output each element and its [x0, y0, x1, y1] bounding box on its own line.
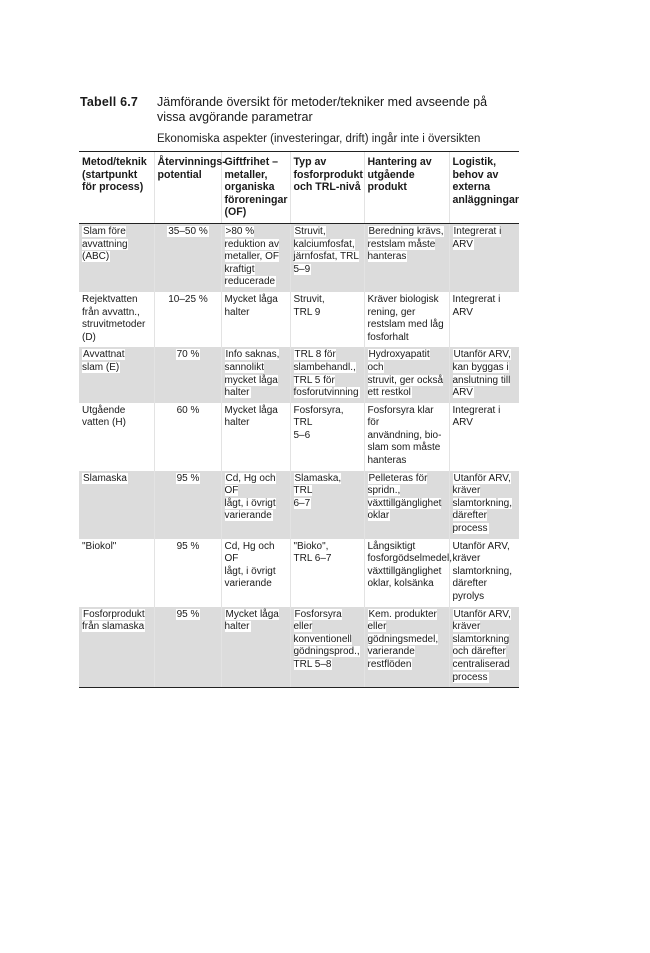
header-recovery-potential: Återvinnings- potential: [154, 152, 221, 224]
table-cell: Kräver biologisk rening, ger restslam med låg fosforhalt: [364, 292, 449, 347]
table-cell: 70 %: [154, 347, 221, 402]
table-cell: Fosforprodukt från slamaska: [79, 607, 154, 688]
table-cell: 95 %: [154, 607, 221, 688]
table-cell: Integrerat i ARV: [449, 223, 519, 291]
header-method: Metod/teknik (startpunkt för process): [79, 152, 154, 224]
table-number: Tabell 6.7: [80, 95, 139, 109]
table-cell: Fosforsyra klar för användning, bio- slam som måste hanteras: [364, 403, 449, 471]
table-cell: 95 %: [154, 471, 221, 539]
table-row: [79, 292, 519, 347]
table-cell: Slamaska: [79, 471, 154, 539]
table-cell: >80 % reduktion av metaller, OF kraftigt reducerade: [221, 223, 290, 291]
table-row: [79, 471, 519, 539]
table-cell: Mycket låga halter: [221, 292, 290, 347]
table-cell: Info saknas, sannolikt mycket låga halter: [221, 347, 290, 402]
table-cell: Cd, Hg och OF lågt, i övrigt varierande: [221, 539, 290, 607]
table-row: [79, 607, 519, 688]
table-cell: Långsiktigt fosforgödselmedel, växttillgänglighet oklar, kolsänka: [364, 539, 449, 607]
table-cell: Kem. produkter eller gödningsmedel, varierande restflöden: [364, 607, 449, 688]
table-cell: 35–50 %: [154, 223, 221, 291]
table-cell: Utanför ARV, kräver slamtorkning, därefter process: [449, 471, 519, 539]
table-cell: Integrerat i ARV: [449, 403, 519, 471]
table-body: [79, 223, 519, 687]
table-cell: Hydroxyapatit och struvit, ger också ett restkol: [364, 347, 449, 402]
table-cell: Beredning krävs, restslam måste hanteras: [364, 223, 449, 291]
table-cell: Integrerat i ARV: [449, 292, 519, 347]
table-row: [79, 223, 519, 291]
table-cell: Rejektvatten från avvattn., struvitmetoder (D): [82, 293, 146, 343]
header-logistics: Logistik, behov av externa anläggningar: [449, 152, 519, 224]
table-cell: 60 %: [154, 403, 221, 471]
table-cell: Cd, Hg och OF lågt, i övrigt varierande: [221, 471, 290, 539]
table-cell: 95 %: [154, 539, 221, 607]
comparison-table: [79, 151, 519, 688]
table-cell: Mycket låga halter: [221, 607, 290, 688]
table-cell: 10–25 %: [154, 292, 221, 347]
table-row: [79, 403, 519, 471]
table-cell: Struvit, TRL 9: [290, 292, 364, 347]
table-cell: Utanför ARV, kräver slamtorkning, därefter pyrolys: [449, 539, 519, 607]
table-cell: Struvit, kalciumfosfat, järnfosfat, TRL 5–9: [290, 223, 364, 291]
table-cell: Avvattnat slam (E): [79, 347, 154, 402]
table-cell: "Biokol": [82, 540, 117, 552]
table-cell: Utgående vatten (H): [82, 404, 126, 429]
table-note: Ekonomiska aspekter (investeringar, drift) ingår inte i översikten: [157, 133, 481, 145]
table-row: [79, 347, 519, 402]
header-toxicity: Giftfrihet – metaller, organiska föroreningar (OF): [221, 152, 290, 224]
table-title: Jämförande översikt för metoder/tekniker med avseende på vissa avgörande parametrar: [157, 95, 488, 124]
header-handling: Hantering av utgående produkt: [364, 152, 449, 224]
table-cell: Fosforsyra eller konventionell gödningsprod., TRL 5–8: [290, 607, 364, 688]
table-cell: Mycket låga halter: [221, 403, 290, 471]
table-row: [79, 539, 519, 607]
table-cell: Fosforsyra, TRL 5–6: [290, 403, 364, 471]
table-cell: Pelleteras för spridn., växttillgänglighet oklar: [364, 471, 449, 539]
table-cell: Slamaska, TRL 6–7: [290, 471, 364, 539]
table-cell: Utanför ARV, kräver slamtorkning och därefter centraliserad process: [449, 607, 519, 688]
header-row: [79, 152, 519, 224]
table-cell: TRL 8 för slambehandl., TRL 5 för fosforutvinning: [290, 347, 364, 402]
table-cell: "Bioko", TRL 6–7: [290, 539, 364, 607]
header-product-type: Typ av fosforprodukt och TRL-nivå: [290, 152, 364, 224]
table-cell: Slam före avvattning (ABC): [79, 223, 154, 291]
table-header: [79, 152, 519, 224]
table-cell: Utanför ARV, kan byggas i anslutning till ARV: [449, 347, 519, 402]
